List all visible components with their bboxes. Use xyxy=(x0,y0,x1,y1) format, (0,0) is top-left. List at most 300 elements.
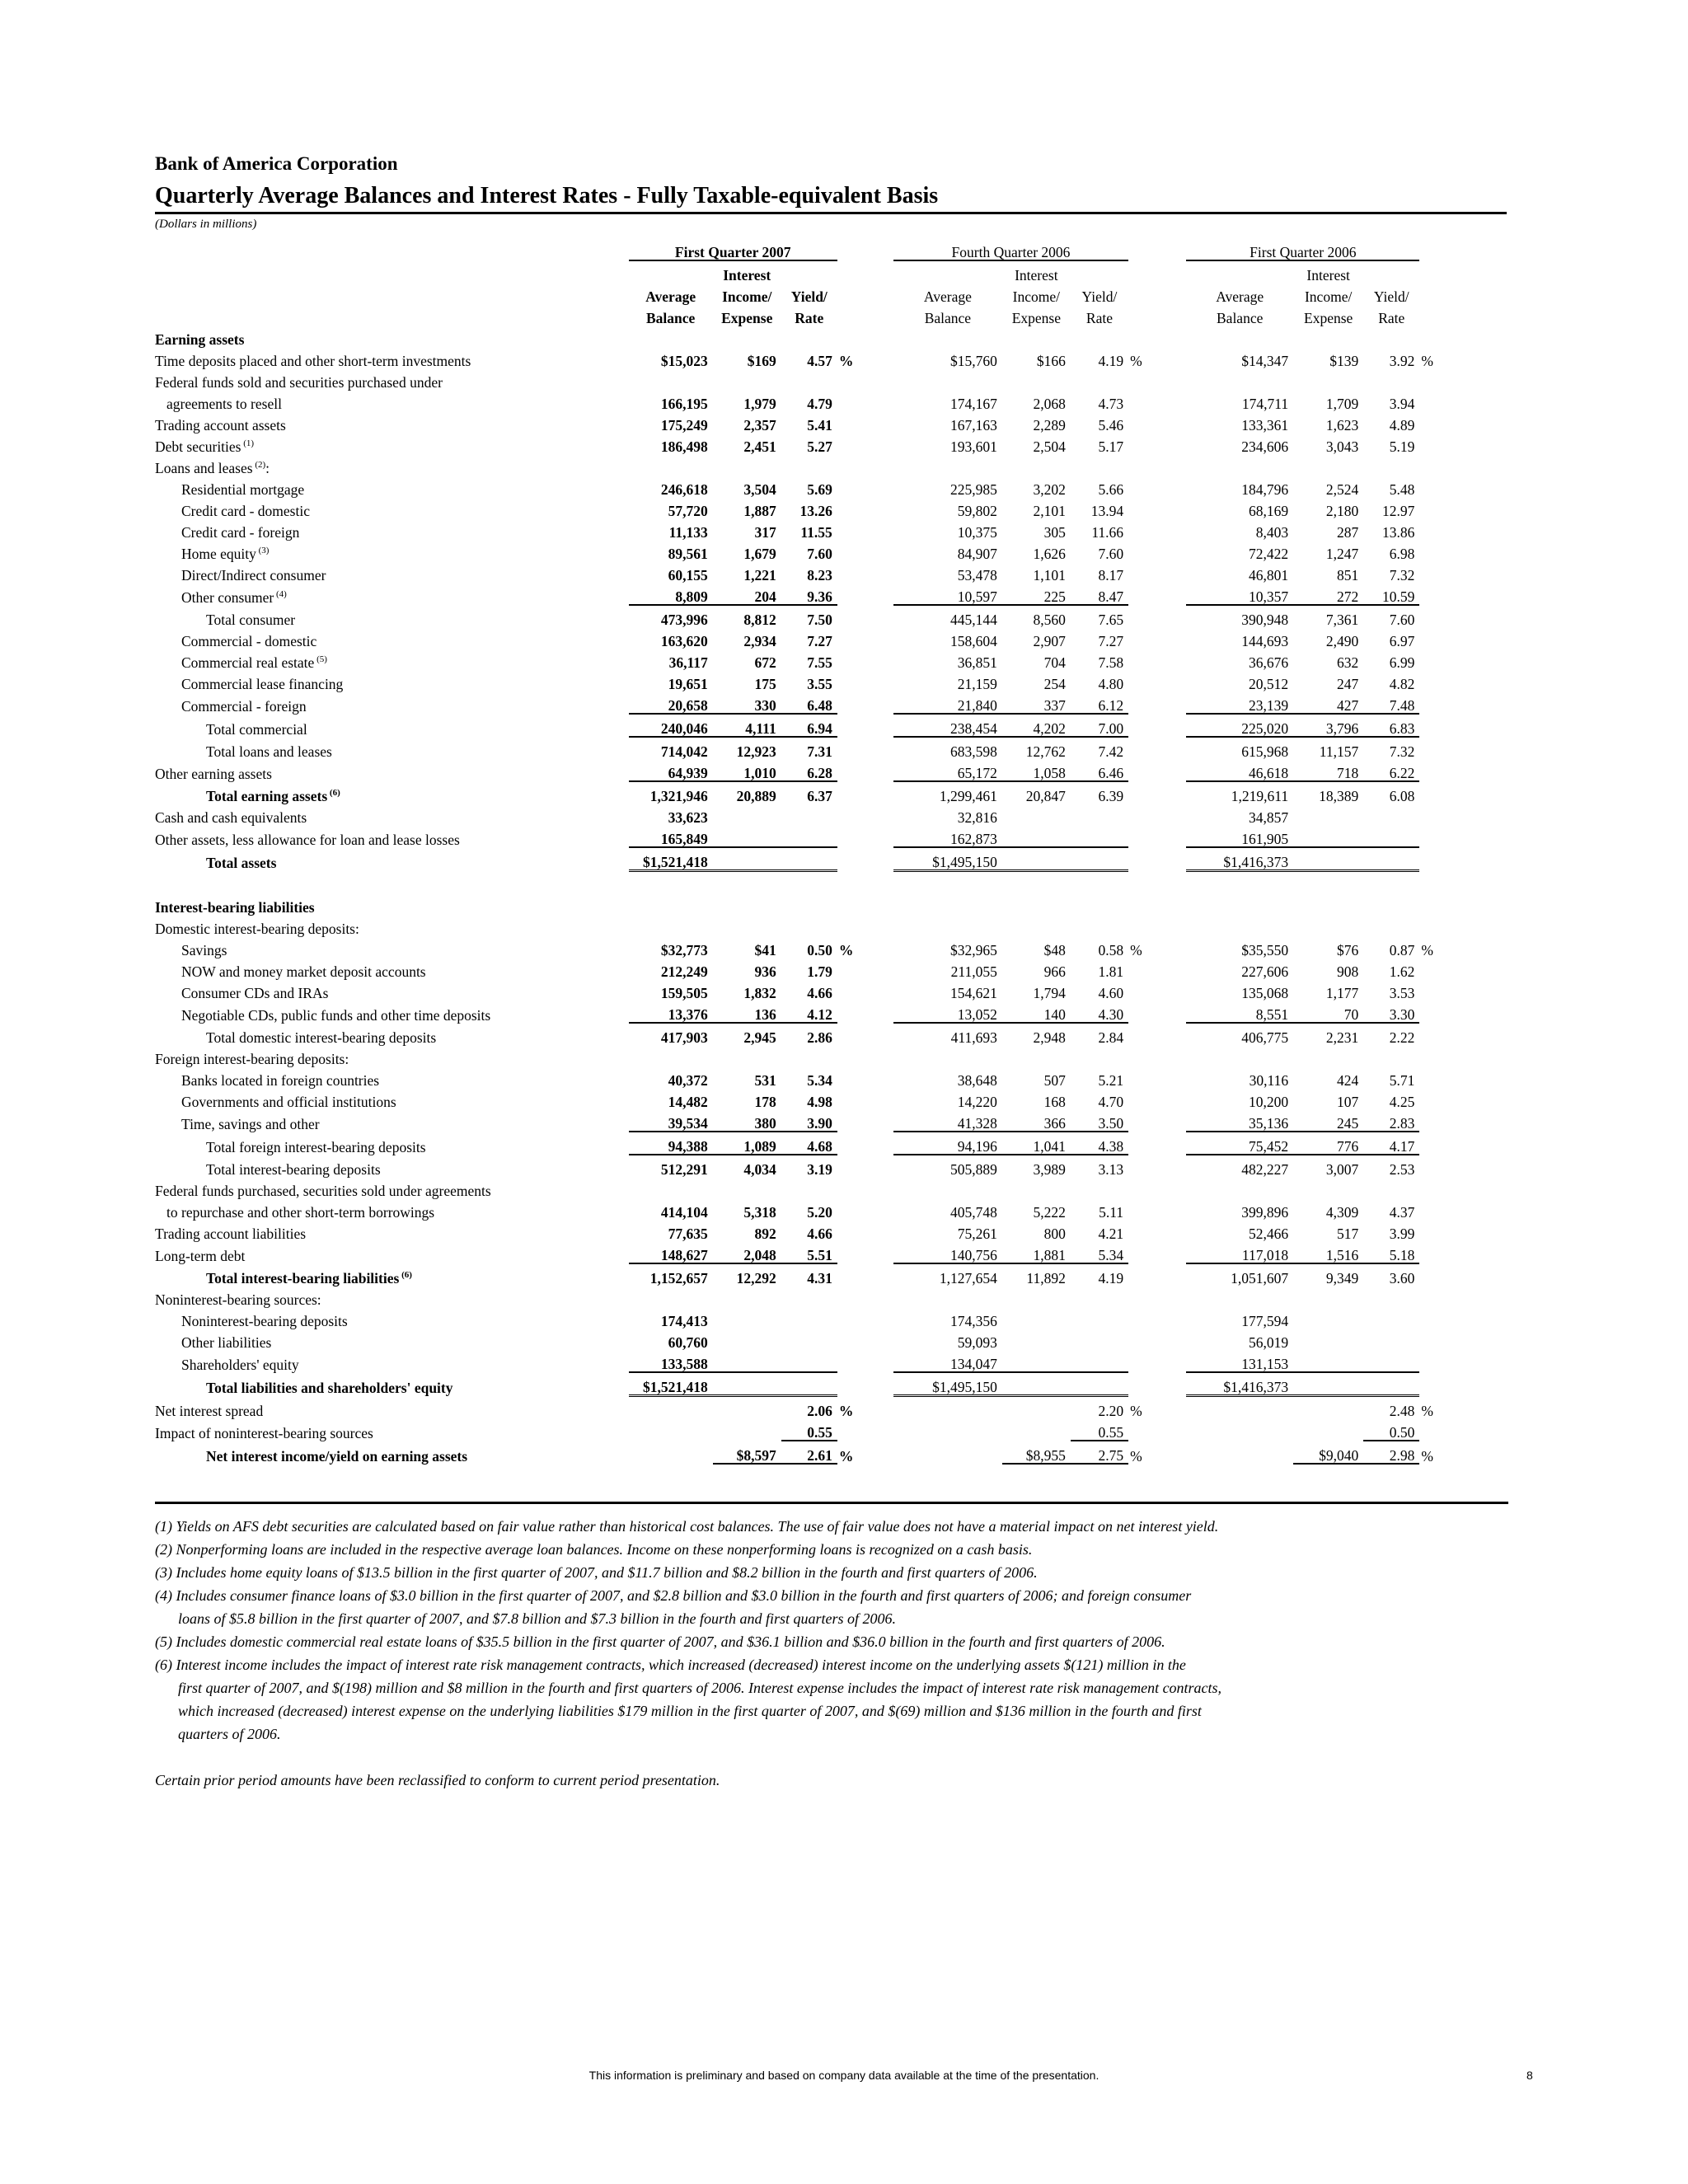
spacer-cell xyxy=(858,1396,893,1419)
spacer-cell xyxy=(858,1198,893,1220)
value-cell: 225,985 xyxy=(950,480,997,498)
spacer-cell xyxy=(858,1372,893,1396)
spacer-cell xyxy=(1441,1001,1523,1023)
value-cell: 204 xyxy=(713,583,781,605)
table-row xyxy=(155,411,1523,433)
value-cell: 36,676 xyxy=(1248,654,1289,671)
row-label xyxy=(155,411,629,433)
value-cell: 6.37 xyxy=(807,787,832,804)
value-cell: 35,136 xyxy=(1186,1109,1293,1132)
value-cell: 0.87 xyxy=(1389,941,1415,958)
value-cell: 9.36 xyxy=(781,583,837,605)
percent-sign xyxy=(1128,433,1150,454)
spacer-cell xyxy=(1441,1286,1523,1307)
value-cell xyxy=(893,1396,1002,1419)
value-cell: 36,851 xyxy=(957,654,997,671)
row-label-text: Residential mortgage xyxy=(181,480,305,498)
percent-sign xyxy=(837,825,859,847)
spacer-cell xyxy=(858,781,893,804)
value-cell: 2,934 xyxy=(743,632,776,649)
value-cell: 41,328 xyxy=(893,1109,1002,1132)
value-cell: 117,018 xyxy=(1186,1241,1293,1263)
table-row xyxy=(155,433,1523,454)
value-cell: $48 xyxy=(1043,941,1066,958)
percent-sign xyxy=(1128,605,1150,627)
value-cell: 424 xyxy=(1336,1071,1359,1089)
spacer-cell xyxy=(1150,1329,1187,1350)
row-label xyxy=(155,1132,629,1155)
row-label xyxy=(155,476,629,497)
value-cell xyxy=(893,454,1002,476)
spacer-cell xyxy=(1150,936,1187,958)
value-cell: 0.50 xyxy=(1363,1418,1419,1441)
value-cell: $32,773 xyxy=(660,941,708,958)
spacer-cell xyxy=(1441,1241,1523,1263)
percent-sign xyxy=(1419,1198,1441,1220)
header-spacer xyxy=(1441,238,1523,260)
value-cell: 12,292 xyxy=(736,1269,776,1286)
table-row xyxy=(155,1177,1523,1198)
value-cell: 5.51 xyxy=(781,1241,837,1263)
spacer-cell xyxy=(858,1109,893,1132)
percent-sign xyxy=(1128,979,1150,1001)
value-cell: 5.48 xyxy=(1389,480,1415,498)
value-cell: 12,762 xyxy=(1025,743,1066,760)
value-cell: 212,249 xyxy=(660,963,708,980)
spacer-cell xyxy=(1441,497,1523,518)
value-cell: $1,495,150 xyxy=(893,847,1002,871)
value-cell: 427 xyxy=(1293,691,1363,714)
percent-sign xyxy=(837,670,859,691)
percent-sign xyxy=(1128,627,1150,649)
row-label-text: Shareholders' equity xyxy=(181,1356,299,1373)
percent-sign xyxy=(1128,781,1150,804)
value-cell xyxy=(1071,1372,1128,1396)
table-row xyxy=(155,627,1523,649)
spacer-cell xyxy=(1441,893,1523,915)
value-cell xyxy=(1002,1045,1071,1066)
value-cell xyxy=(713,1177,781,1198)
value-cell: 136 xyxy=(713,1001,781,1023)
percent-sign: % xyxy=(1130,1402,1142,1419)
value-cell xyxy=(781,368,837,390)
row-label xyxy=(155,1066,629,1088)
percent-sign xyxy=(1419,1286,1441,1307)
value-cell: 366 xyxy=(1002,1109,1071,1132)
notes-divider xyxy=(155,1502,1508,1504)
footnote-continuation: loans of $5.8 billion in the first quarter of 2007, and $7.8 billion and $7.3 billion in the fourth and first quarters of 2006. xyxy=(178,1610,897,1627)
percent-sign xyxy=(837,691,859,714)
spacer-cell xyxy=(1150,1045,1187,1066)
percent-sign xyxy=(1419,476,1441,497)
value-cell xyxy=(1002,1307,1071,1329)
header-spacer xyxy=(1150,260,1187,283)
value-cell: $1,495,150 xyxy=(893,1372,1002,1396)
spacer-cell xyxy=(858,1350,893,1372)
header-spacer xyxy=(155,260,629,283)
spacer-cell xyxy=(1150,759,1187,781)
value-cell: 0.50 xyxy=(807,941,832,958)
row-label-text: Governments and official institutions xyxy=(181,1093,396,1110)
percent-sign xyxy=(1128,1109,1150,1132)
spacer-cell xyxy=(1150,825,1187,847)
row-label-text: Cash and cash equivalents xyxy=(155,808,307,826)
value-cell xyxy=(1293,1329,1363,1350)
value-cell xyxy=(1071,1329,1128,1350)
value-cell: 64,939 xyxy=(629,759,713,781)
value-cell: 177,594 xyxy=(1241,1312,1289,1329)
value-cell: 167,163 xyxy=(950,416,997,434)
column-header xyxy=(629,260,713,283)
footnote-ref: (4) xyxy=(274,588,287,599)
row-label-text: Commercial real estate xyxy=(181,654,315,671)
value-cell: 13,052 xyxy=(893,1001,1002,1023)
value-cell: 2.20 xyxy=(1098,1402,1124,1419)
row-label xyxy=(155,804,629,825)
row-label-text: Total consumer xyxy=(206,611,296,628)
row-label xyxy=(155,540,629,561)
percent-sign xyxy=(1128,476,1150,497)
spacer-cell xyxy=(858,979,893,1001)
value-cell: 59,802 xyxy=(957,502,997,519)
value-cell xyxy=(1071,368,1128,390)
spacer-cell xyxy=(1150,347,1187,368)
spacer-cell xyxy=(1441,583,1523,605)
value-cell: 1,219,611 xyxy=(1231,787,1289,804)
spacer-cell xyxy=(1150,605,1187,627)
value-cell: 6.98 xyxy=(1389,545,1415,562)
value-cell: 1,058 xyxy=(1002,759,1071,781)
row-label xyxy=(155,1396,629,1419)
value-cell xyxy=(629,1441,713,1464)
spacer-cell xyxy=(1441,1307,1523,1329)
percent-sign xyxy=(1128,804,1150,825)
spacer-cell xyxy=(1150,915,1187,936)
spacer-cell xyxy=(1150,1418,1187,1441)
spacer-cell xyxy=(1441,804,1523,825)
value-cell: 94,388 xyxy=(629,1132,713,1155)
value-cell xyxy=(1363,804,1419,825)
value-cell: 3,043 xyxy=(1325,438,1359,455)
value-cell xyxy=(1071,326,1128,347)
column-header: Interest xyxy=(1306,266,1350,284)
spacer-cell xyxy=(1441,1109,1523,1132)
spacer-cell xyxy=(858,518,893,540)
spacer-cell xyxy=(1150,1132,1187,1155)
value-cell: 60,155 xyxy=(668,566,708,583)
value-cell: 8.47 xyxy=(1071,583,1128,605)
row-label xyxy=(155,737,629,759)
row-label xyxy=(155,561,629,583)
value-cell xyxy=(1002,1177,1071,1198)
row-label xyxy=(155,893,629,915)
column-header: Income/ xyxy=(1012,288,1060,305)
percent-sign xyxy=(1419,649,1441,670)
value-cell: 3.94 xyxy=(1389,395,1415,412)
quarter-header: First Quarter 2007 xyxy=(629,238,837,260)
value-cell xyxy=(629,1286,713,1307)
preliminary-disclaimer: This information is preliminary and based on company data available at the time of the presentation. xyxy=(588,2069,1100,2082)
percent-sign xyxy=(1419,781,1441,804)
header-spacer xyxy=(1419,260,1441,283)
header-spacer xyxy=(1441,260,1523,283)
quarter-header: First Quarter 2006 xyxy=(1186,238,1419,260)
value-cell xyxy=(713,454,781,476)
table-row xyxy=(155,649,1523,670)
value-cell: 39,534 xyxy=(629,1109,713,1132)
value-cell: $32,965 xyxy=(950,941,997,958)
value-cell: 6.99 xyxy=(1389,654,1415,671)
row-label-text: Commercial - foreign xyxy=(181,697,307,715)
row-label-text: Total foreign interest-bearing deposits xyxy=(206,1138,426,1155)
label-suffix: : xyxy=(265,459,270,476)
value-cell xyxy=(781,825,837,847)
value-cell xyxy=(1293,804,1363,825)
row-label-text: Impact of noninterest-bearing sources xyxy=(155,1424,373,1441)
spacer-cell xyxy=(858,540,893,561)
value-cell xyxy=(1071,1350,1128,1372)
value-cell xyxy=(893,1418,1002,1441)
value-cell xyxy=(1363,1350,1419,1372)
percent-sign xyxy=(837,497,859,518)
value-cell: 892 xyxy=(754,1225,776,1242)
value-cell: 4.17 xyxy=(1363,1132,1419,1155)
row-label xyxy=(155,1418,629,1441)
column-header: Income/ xyxy=(1304,288,1353,305)
row-label-text: Long-term debt xyxy=(155,1247,246,1264)
row-label-text: Total liabilities and shareholders' equity xyxy=(206,1380,453,1397)
value-cell: 19,651 xyxy=(668,675,708,692)
report-title: Quarterly Average Balances and Interest Rates - Fully Taxable-equivalent Basis xyxy=(155,183,1507,214)
report-page xyxy=(155,150,1507,1465)
spacer-cell xyxy=(1150,804,1187,825)
value-cell: 6.22 xyxy=(1363,759,1419,781)
value-cell: 7.27 xyxy=(1098,632,1124,649)
value-cell: 4.37 xyxy=(1389,1203,1415,1221)
column-header: Income/ xyxy=(722,288,772,305)
footnote-continuation: which increased (decreased) interest expense on the underlying liabilities $179 million in the first quarter of 2007, and $(69) million and $136 million in the fourth and first xyxy=(178,1703,1202,1719)
value-cell xyxy=(781,1177,837,1198)
value-cell xyxy=(629,368,713,390)
value-cell xyxy=(1002,368,1071,390)
value-cell xyxy=(1363,1286,1419,1307)
percent-sign xyxy=(837,1177,859,1198)
percent-sign xyxy=(837,476,859,497)
row-label-text: Commercial - domestic xyxy=(181,632,317,649)
value-cell xyxy=(1071,847,1128,871)
spacer-cell xyxy=(858,561,893,583)
row-label xyxy=(155,759,629,781)
percent-sign xyxy=(1128,1220,1150,1241)
value-cell: 445,144 xyxy=(950,611,997,628)
row-label-text: Total interest-bearing liabilities xyxy=(206,1269,400,1286)
header-spacer xyxy=(1128,283,1150,304)
value-cell: 2.61 xyxy=(781,1441,837,1464)
percent-sign xyxy=(1419,540,1441,561)
percent-sign xyxy=(837,1155,859,1177)
percent-sign xyxy=(837,627,859,649)
spacer-cell xyxy=(858,1066,893,1088)
value-cell xyxy=(893,1441,1002,1464)
spacer-cell xyxy=(858,411,893,433)
column-header: Balance xyxy=(646,309,696,326)
row-label-text: Banks located in foreign countries xyxy=(181,1071,380,1089)
percent-sign xyxy=(837,1198,859,1220)
spacer-cell xyxy=(1441,759,1523,781)
row-label xyxy=(155,936,629,958)
value-cell: $1,416,373 xyxy=(1186,1372,1293,1396)
value-cell: 34,857 xyxy=(1248,808,1289,826)
value-cell xyxy=(1293,454,1363,476)
percent-sign xyxy=(1419,1088,1441,1109)
table-row xyxy=(155,1109,1523,1132)
row-label-text: Commercial lease financing xyxy=(181,675,344,692)
header-spacer xyxy=(837,238,859,260)
percent-sign: % xyxy=(1421,352,1433,369)
value-cell: 2.86 xyxy=(807,1029,832,1046)
value-cell: 2.75 xyxy=(1071,1441,1128,1464)
spacer-cell xyxy=(858,390,893,411)
value-cell: $166 xyxy=(1036,352,1066,369)
value-cell: 10,200 xyxy=(1248,1093,1289,1110)
value-cell: 1.81 xyxy=(1098,963,1124,980)
value-cell xyxy=(1002,1286,1071,1307)
value-cell: 46,801 xyxy=(1248,566,1289,583)
table-row xyxy=(155,1441,1523,1464)
row-label xyxy=(155,847,629,871)
value-cell: 135,068 xyxy=(1241,984,1289,1001)
column-header: Interest xyxy=(723,266,771,284)
value-cell: 517 xyxy=(1336,1225,1359,1242)
percent-sign xyxy=(1419,368,1441,390)
value-cell: 2,289 xyxy=(1033,416,1066,434)
value-cell: 3.60 xyxy=(1389,1269,1415,1286)
column-header: Yield/ xyxy=(1373,288,1409,305)
column-header: Average xyxy=(923,288,972,305)
value-cell: 2,048 xyxy=(713,1241,781,1263)
value-cell: 2.53 xyxy=(1389,1160,1415,1178)
value-cell: 6.28 xyxy=(781,759,837,781)
value-cell: 8.17 xyxy=(1098,566,1124,583)
percent-sign xyxy=(837,893,859,915)
value-cell: 254 xyxy=(1043,675,1066,692)
value-cell xyxy=(1002,1350,1071,1372)
row-label-text: Savings xyxy=(181,941,227,958)
value-cell: 247 xyxy=(1336,675,1359,692)
value-cell: 1,623 xyxy=(1325,416,1359,434)
spacer-cell xyxy=(858,1177,893,1198)
value-cell: 23,139 xyxy=(1186,691,1293,714)
value-cell: 7.27 xyxy=(807,632,832,649)
value-cell: 89,561 xyxy=(668,545,708,562)
percent-sign xyxy=(1128,847,1150,871)
value-cell: 3,202 xyxy=(1033,480,1066,498)
value-cell: 75,261 xyxy=(957,1225,997,1242)
value-cell: 18,389 xyxy=(1319,787,1359,804)
percent-sign xyxy=(1128,1198,1150,1220)
column-header: Balance xyxy=(1217,309,1264,326)
percent-sign xyxy=(1419,958,1441,979)
row-label xyxy=(155,825,629,847)
value-cell: 4.82 xyxy=(1389,675,1415,692)
value-cell xyxy=(781,1307,837,1329)
spacer-cell xyxy=(1441,1263,1523,1286)
value-cell: 7.60 xyxy=(1098,545,1124,562)
value-cell xyxy=(1002,847,1071,871)
table-row xyxy=(155,714,1523,737)
spacer-cell xyxy=(1150,627,1187,649)
table-row xyxy=(155,1241,1523,1263)
value-cell: 7.48 xyxy=(1363,691,1419,714)
row-label-text: Direct/Indirect consumer xyxy=(181,566,326,583)
spacer-cell xyxy=(1441,1372,1523,1396)
value-cell: 2.84 xyxy=(1098,1029,1124,1046)
percent-sign xyxy=(837,1045,859,1066)
value-cell: 4.21 xyxy=(1098,1225,1124,1242)
row-label-text: to repurchase and other short-term borrowings xyxy=(166,1203,435,1221)
value-cell: 59,093 xyxy=(957,1333,997,1351)
value-cell xyxy=(1293,1396,1363,1419)
value-cell: 380 xyxy=(713,1109,781,1132)
spacer-cell xyxy=(858,1132,893,1155)
value-cell xyxy=(713,804,781,825)
value-cell xyxy=(1186,454,1293,476)
percent-sign xyxy=(837,759,859,781)
value-cell: 5.20 xyxy=(807,1203,832,1221)
spacer-cell xyxy=(1150,979,1187,1001)
value-cell: 2,101 xyxy=(1033,502,1066,519)
spacer-cell xyxy=(1441,627,1523,649)
value-cell: 2,490 xyxy=(1325,632,1359,649)
spacer-cell xyxy=(1150,433,1187,454)
percent-sign xyxy=(837,433,859,454)
table-row xyxy=(155,759,1523,781)
value-cell xyxy=(781,1329,837,1350)
row-label xyxy=(155,1286,629,1307)
row-label xyxy=(155,518,629,540)
value-cell: 800 xyxy=(1043,1225,1066,1242)
percent-sign xyxy=(1419,1372,1441,1396)
value-cell xyxy=(713,1307,781,1329)
percent-sign xyxy=(1419,411,1441,433)
row-label xyxy=(155,1441,629,1464)
header-spacer xyxy=(1441,283,1523,304)
percent-sign xyxy=(1128,1066,1150,1088)
spacer-cell xyxy=(1441,326,1523,347)
header-spacer xyxy=(1150,304,1187,326)
percent-sign xyxy=(1419,979,1441,1001)
table-row xyxy=(155,476,1523,497)
value-cell: 287 xyxy=(1336,523,1359,541)
value-cell xyxy=(1071,893,1128,915)
value-cell xyxy=(893,1177,1002,1198)
value-cell xyxy=(781,804,837,825)
value-cell: 5.21 xyxy=(1098,1071,1124,1089)
value-cell: 60,760 xyxy=(668,1333,708,1351)
row-label-text: Total loans and leases xyxy=(206,743,332,760)
value-cell: 193,601 xyxy=(950,438,997,455)
row-label-text: Credit card - domestic xyxy=(181,502,310,519)
value-cell: 11.66 xyxy=(1091,523,1124,541)
value-cell: 5.69 xyxy=(807,480,832,498)
percent-sign xyxy=(1419,670,1441,691)
value-cell xyxy=(1363,326,1419,347)
value-cell xyxy=(893,1286,1002,1307)
value-cell: 234,606 xyxy=(1241,438,1289,455)
percent-sign xyxy=(1128,915,1150,936)
row-label-text: Total interest-bearing deposits xyxy=(206,1160,381,1178)
row-label xyxy=(155,915,629,936)
